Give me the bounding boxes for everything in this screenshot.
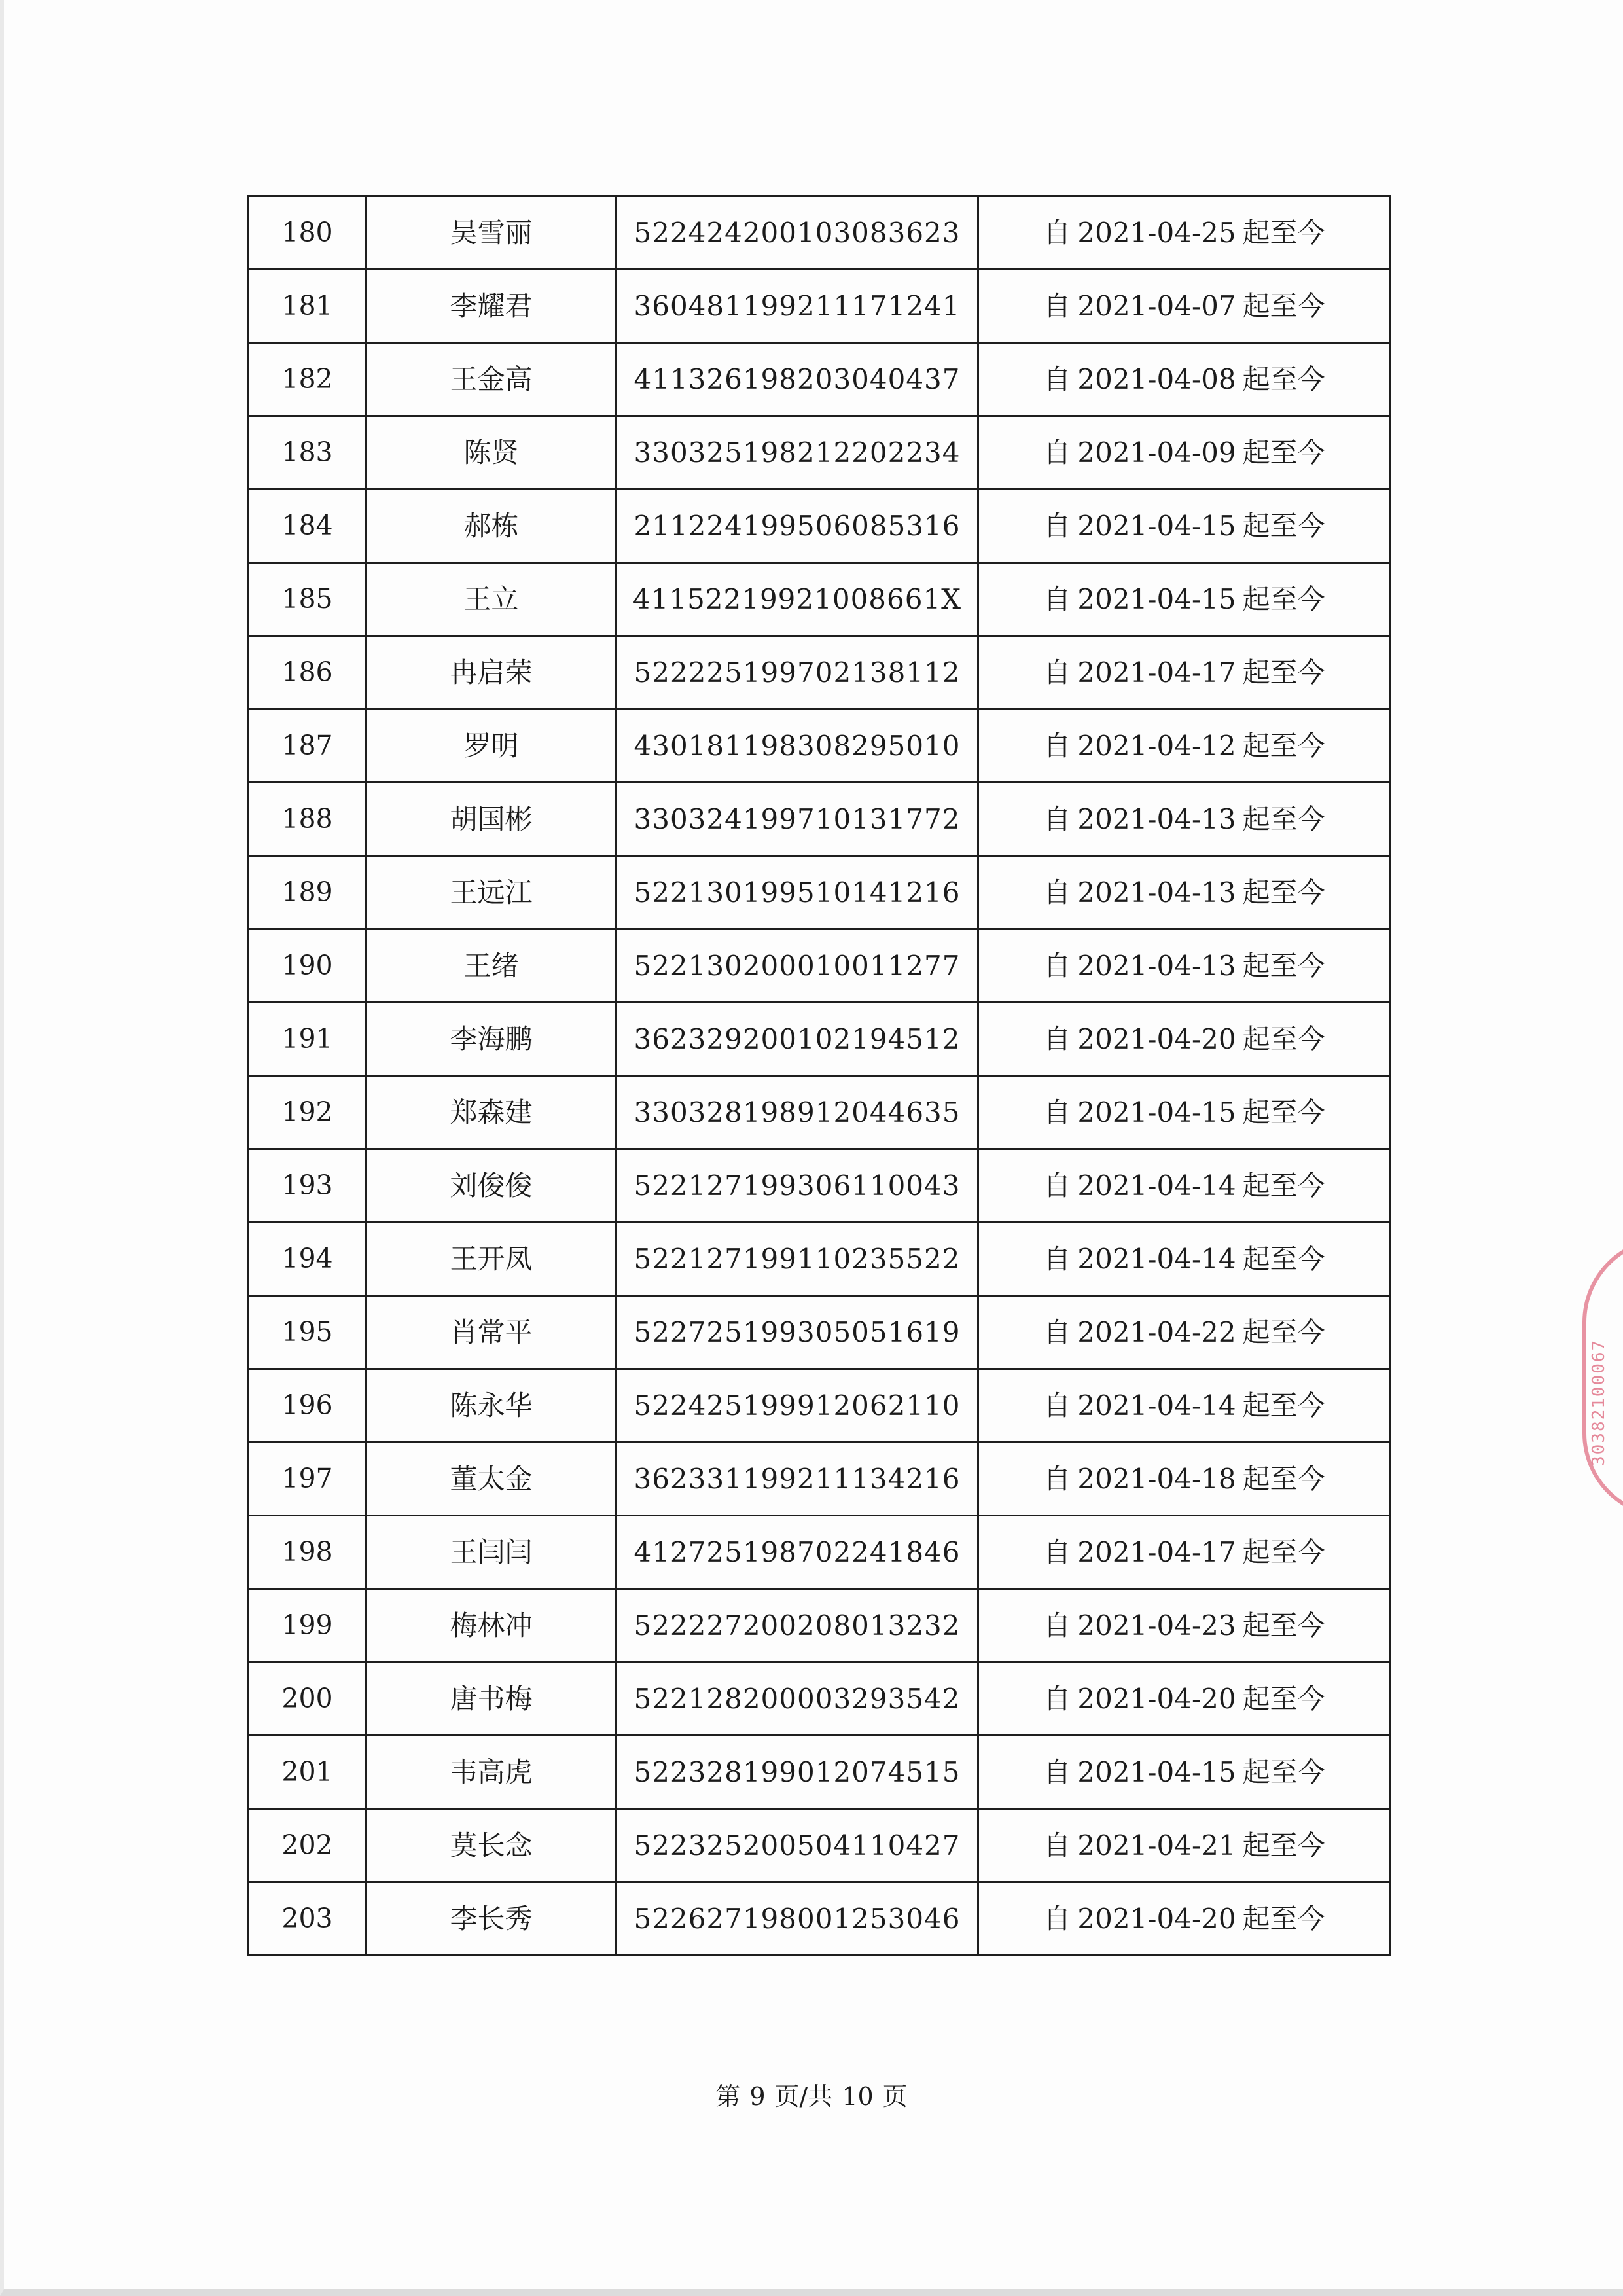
period-suffix: 起至今 [1242,1682,1325,1715]
insured-period-cell [978,929,1391,1003]
insured-period-cell [978,1589,1391,1662]
name-cell: 莫长念 [366,1809,616,1882]
period-suffix: 起至今 [1242,509,1325,542]
period-suffix: 起至今 [1242,876,1325,908]
row-number-cell: 184 [249,490,366,563]
period-prefix: 自 [1043,1096,1071,1128]
row-number-cell: 185 [249,563,366,636]
period-prefix: 自 [1043,1462,1071,1495]
insured-period-cell [978,1003,1391,1076]
name-cell: 董太金 [366,1443,616,1516]
period-start-date: 2021-04-17 [1077,1535,1236,1568]
period-prefix: 自 [1043,216,1071,249]
period-suffix: 起至今 [1242,949,1325,982]
period-suffix: 起至今 [1242,1242,1325,1275]
table-row [249,343,1391,416]
period-start-date: 2021-04-13 [1077,802,1236,835]
id-number-cell: 330325198212202234 [616,416,978,490]
id-number-cell: 522424200103083623 [616,196,978,270]
period-start-date: 2021-04-17 [1077,656,1236,689]
seal-number-text: 30382100067 [1589,1338,1609,1466]
period-start-date: 2021-04-20 [1077,1682,1236,1715]
period-prefix: 自 [1043,289,1071,322]
table-row [249,1662,1391,1736]
table-row [249,1736,1391,1809]
period-suffix: 起至今 [1242,1096,1325,1128]
id-number-cell: 41152219921008661X [616,563,978,636]
table-row [249,1443,1391,1516]
period-suffix: 起至今 [1242,1022,1325,1055]
period-start-date: 2021-04-13 [1077,876,1236,908]
id-number-cell: 522130200010011277 [616,929,978,1003]
period-prefix: 自 [1043,1389,1071,1422]
name-cell: 王绪 [366,929,616,1003]
period-suffix: 起至今 [1242,1169,1325,1202]
id-number-cell: 522425199912062110 [616,1369,978,1443]
period-prefix: 自 [1043,1902,1071,1935]
table-row [249,1882,1391,1956]
name-cell: 李长秀 [366,1882,616,1956]
row-number-cell: 186 [249,636,366,709]
insured-period-cell [978,1296,1391,1369]
period-start-date: 2021-04-14 [1077,1169,1236,1202]
period-suffix: 起至今 [1242,289,1325,322]
row-number-cell: 200 [249,1662,366,1736]
insured-period-cell [978,1809,1391,1882]
id-number-cell: 330328198912044635 [616,1076,978,1149]
insured-period-cell [978,1662,1391,1736]
period-start-date: 2021-04-23 [1077,1609,1236,1641]
table-row [249,636,1391,709]
table-row [249,1223,1391,1296]
insured-period-cell [978,709,1391,783]
row-number-cell: 187 [249,709,366,783]
period-prefix: 自 [1043,1829,1071,1861]
table-row [249,783,1391,856]
insured-period-cell [978,1223,1391,1296]
id-number-cell: 360481199211171241 [616,270,978,343]
table-row [249,196,1391,270]
table-row [249,856,1391,929]
period-suffix: 起至今 [1242,1829,1325,1861]
period-suffix: 起至今 [1242,1462,1325,1495]
table-row [249,1589,1391,1662]
table-row [249,490,1391,563]
name-cell: 梅林冲 [366,1589,616,1662]
period-start-date: 2021-04-07 [1077,289,1236,322]
id-number-cell: 522127199110235522 [616,1223,978,1296]
name-cell: 吴雪丽 [366,196,616,270]
period-prefix: 自 [1043,949,1071,982]
table-row [249,1003,1391,1076]
row-number-cell: 190 [249,929,366,1003]
id-number-cell: 362331199211134216 [616,1443,978,1516]
row-number-cell: 202 [249,1809,366,1882]
period-start-date: 2021-04-09 [1077,436,1236,469]
period-start-date: 2021-04-21 [1077,1829,1236,1861]
period-start-date: 2021-04-14 [1077,1242,1236,1275]
insured-period-cell [978,196,1391,270]
period-start-date: 2021-04-15 [1077,583,1236,615]
id-number-cell: 330324199710131772 [616,783,978,856]
id-number-cell: 522127199306110043 [616,1149,978,1223]
period-start-date: 2021-04-12 [1077,729,1236,762]
period-prefix: 自 [1043,729,1071,762]
row-number-cell: 189 [249,856,366,929]
period-start-date: 2021-04-08 [1077,363,1236,395]
page-middle: 页/共 [774,2082,833,2111]
row-number-cell: 194 [249,1223,366,1296]
name-cell: 王立 [366,563,616,636]
row-number-cell: 182 [249,343,366,416]
period-start-date: 2021-04-15 [1077,509,1236,542]
name-cell: 王开凤 [366,1223,616,1296]
period-suffix: 起至今 [1242,656,1325,689]
name-cell: 郑森建 [366,1076,616,1149]
period-prefix: 自 [1043,509,1071,542]
name-cell: 韦高虎 [366,1736,616,1809]
name-cell: 陈永华 [366,1369,616,1443]
id-number-cell: 522225199702138112 [616,636,978,709]
row-number-cell: 180 [249,196,366,270]
period-start-date: 2021-04-15 [1077,1755,1236,1788]
period-suffix: 起至今 [1242,583,1325,615]
insured-period-cell [978,563,1391,636]
id-number-cell: 430181198308295010 [616,709,978,783]
table-row [249,929,1391,1003]
id-number-cell: 522325200504110427 [616,1809,978,1882]
name-cell: 肖常平 [366,1296,616,1369]
period-start-date: 2021-04-14 [1077,1389,1236,1422]
id-number-cell: 412725198702241846 [616,1516,978,1589]
id-number-cell: 522227200208013232 [616,1589,978,1662]
name-cell: 冉启荣 [366,636,616,709]
row-number-cell: 192 [249,1076,366,1149]
period-suffix: 起至今 [1242,1316,1325,1348]
period-start-date: 2021-04-13 [1077,949,1236,982]
id-number-cell: 522130199510141216 [616,856,978,929]
table-row [249,416,1391,490]
period-suffix: 起至今 [1242,1902,1325,1935]
row-number-cell: 196 [249,1369,366,1443]
id-number-cell: 522627198001253046 [616,1882,978,1956]
period-prefix: 自 [1043,436,1071,469]
insured-period-cell [978,1882,1391,1956]
roster-table [247,195,1391,1956]
table-row [249,1076,1391,1149]
period-start-date: 2021-04-22 [1077,1316,1236,1348]
row-number-cell: 191 [249,1003,366,1076]
insured-period-cell [978,1149,1391,1223]
page-footer [0,2076,1623,2112]
name-cell: 王远江 [366,856,616,929]
period-prefix: 自 [1043,1755,1071,1788]
row-number-cell: 199 [249,1589,366,1662]
period-start-date: 2021-04-15 [1077,1096,1236,1128]
period-prefix: 自 [1043,1316,1071,1348]
id-number-cell: 522328199012074515 [616,1736,978,1809]
id-number-cell: 411326198203040437 [616,343,978,416]
name-cell: 胡国彬 [366,783,616,856]
page-current: 9 [749,2082,766,2111]
table-row [249,709,1391,783]
period-suffix: 起至今 [1242,216,1325,249]
insured-period-cell [978,343,1391,416]
insured-period-cell [978,1443,1391,1516]
insured-period-cell [978,416,1391,490]
table-row [249,1149,1391,1223]
row-number-cell: 195 [249,1296,366,1369]
period-prefix: 自 [1043,1535,1071,1568]
row-number-cell: 203 [249,1882,366,1956]
row-number-cell: 183 [249,416,366,490]
period-prefix: 自 [1043,583,1071,615]
period-suffix: 起至今 [1242,436,1325,469]
period-suffix: 起至今 [1242,1755,1325,1788]
period-prefix: 自 [1043,1022,1071,1055]
period-suffix: 起至今 [1242,802,1325,835]
table-row [249,1516,1391,1589]
period-prefix: 自 [1043,1169,1071,1202]
id-number-cell: 522128200003293542 [616,1662,978,1736]
name-cell: 李海鹏 [366,1003,616,1076]
period-prefix: 自 [1043,1609,1071,1641]
row-number-cell: 197 [249,1443,366,1516]
table-row [249,1296,1391,1369]
name-cell: 王金高 [366,343,616,416]
insured-period-cell [978,1369,1391,1443]
name-cell: 刘俊俊 [366,1149,616,1223]
period-start-date: 2021-04-25 [1077,216,1236,249]
table-row [249,563,1391,636]
row-number-cell: 198 [249,1516,366,1589]
period-suffix: 起至今 [1242,1535,1325,1568]
insured-period-cell [978,270,1391,343]
insured-period-cell [978,1076,1391,1149]
row-number-cell: 181 [249,270,366,343]
page-total: 10 [842,2082,874,2111]
period-suffix: 起至今 [1242,1389,1325,1422]
name-cell: 唐书梅 [366,1662,616,1736]
period-prefix: 自 [1043,363,1071,395]
insured-period-cell [978,636,1391,709]
table-row [249,270,1391,343]
period-prefix: 自 [1043,1242,1071,1275]
table-row [249,1809,1391,1882]
name-cell: 陈贤 [366,416,616,490]
roster-table-body [249,196,1391,1956]
period-prefix: 自 [1043,802,1071,835]
id-number-cell: 362329200102194512 [616,1003,978,1076]
period-start-date: 2021-04-18 [1077,1462,1236,1495]
table-row [249,1369,1391,1443]
period-prefix: 自 [1043,876,1071,908]
period-start-date: 2021-04-20 [1077,1022,1236,1055]
period-start-date: 2021-04-20 [1077,1902,1236,1935]
insured-period-cell [978,856,1391,929]
name-cell: 王闫闫 [366,1516,616,1589]
page-suffix: 页 [882,2082,908,2111]
id-number-cell: 522725199305051619 [616,1296,978,1369]
insured-period-cell [978,490,1391,563]
insured-period-cell [978,783,1391,856]
period-suffix: 起至今 [1242,729,1325,762]
name-cell: 郝栋 [366,490,616,563]
row-number-cell: 193 [249,1149,366,1223]
period-suffix: 起至今 [1242,1609,1325,1641]
period-prefix: 自 [1043,656,1071,689]
insured-period-cell [978,1516,1391,1589]
row-number-cell: 188 [249,783,366,856]
row-number-cell: 201 [249,1736,366,1809]
name-cell: 罗明 [366,709,616,783]
period-suffix: 起至今 [1242,363,1325,395]
name-cell: 李耀君 [366,270,616,343]
id-number-cell: 211224199506085316 [616,490,978,563]
page-prefix: 第 [715,2082,741,2111]
insured-period-cell [978,1736,1391,1809]
period-prefix: 自 [1043,1682,1071,1715]
